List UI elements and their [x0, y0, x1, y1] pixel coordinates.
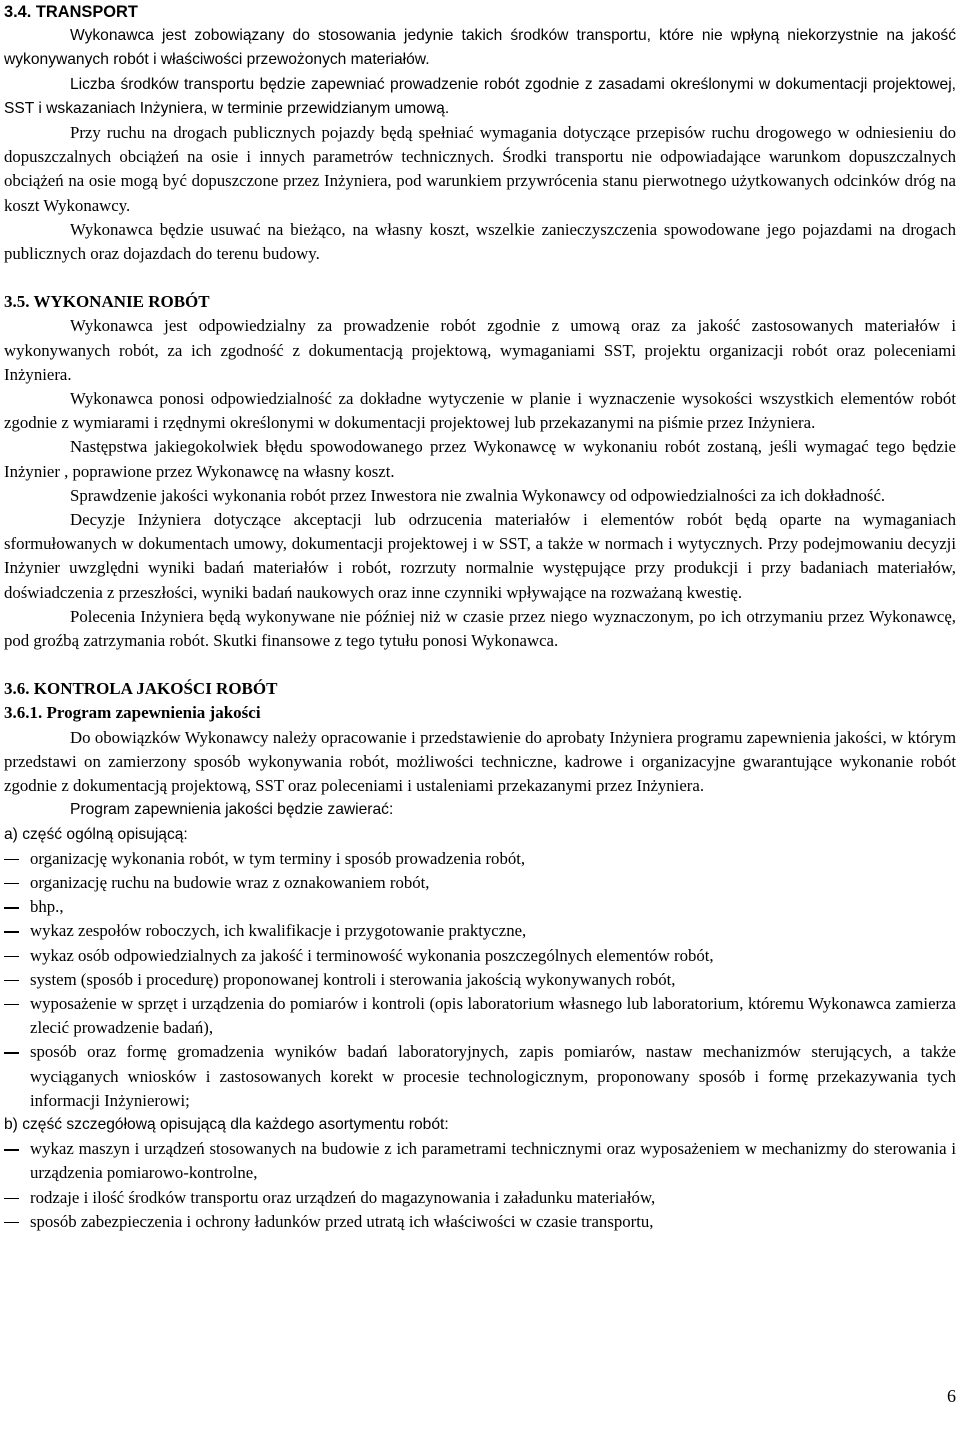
page-number: 6	[947, 1386, 956, 1406]
document-page	[4, 0, 956, 1234]
paragraph: Wykonawca będzie usuwać na bieżąco, na własny koszt, wszelkie zanieczyszczenia spowodowane jego pojazdami na drogach publicznych oraz dojazdach do terenu budowy.	[4, 219, 956, 264]
list-item: organizację ruchu na budowie wraz z oznakowaniem robót,	[4, 871, 956, 895]
paragraph: Polecenia Inżyniera będą wykonywane nie później niż w czasie przez niego wyznaczonym, po ich otrzymaniu przez Wykonawcę, pod groźbą zatrzymania robót. Skutki finansowe z tego tytułu ponosi Wykonawca.	[4, 606, 956, 651]
paragraph: Sprawdzenie jakości wykonania robót przez Inwestora nie zwalnia Wykonawcy od odpowiedzialności za ich dokładność.	[70, 485, 886, 505]
paragraph: Wykonawca jest zobowiązany do stosowania jedynie takich środków transportu, które nie wpłyną niekorzystnie na jakość wykonywanych robót i właściwości przewożonych materiałów.	[4, 27, 956, 69]
subsection-heading-program: 3.6.1. Program zapewnienia jakości	[4, 703, 261, 723]
part-b-list	[4, 1137, 956, 1234]
list-item: wykaz zespołów roboczych, ich kwalifikacje i przygotowanie praktyczne,	[4, 919, 956, 943]
list-item: sposób zabezpieczenia i ochrony ładunków przed utratą ich właściwości w czasie transportu,	[4, 1210, 956, 1234]
section-heading-kontrola-jakosci: 3.6. KONTROLA JAKOŚCI ROBÓT	[4, 679, 278, 699]
list-item: system (sposób i procedurę) proponowanej kontroli i sterowania jakością wykonywanych robót,	[4, 968, 956, 992]
paragraph: Wykonawca ponosi odpowiedzialność za dokładne wytyczenie w planie i wyznaczenie wysokości wszystkich elementów robót zgodnie z wymiarami i rzędnymi określonymi w dokumentacji projektowej lub przekazanymi na piśmie przez Inżyniera.	[4, 389, 956, 433]
section-heading-wykonanie-robot: 3.5. WYKONANIE ROBÓT	[4, 292, 210, 312]
list-item: sposób oraz formę gromadzenia wyników badań laboratoryjnych, zapis pomiarów, nastaw mechanizmów sterujących, a także wyciąganych wniosków i zastosowanych korekt w procesie technologicznym, proponowany sposób i formę przekazywania tych informacji Inżynierowi;	[4, 1040, 956, 1113]
part-a-label: a) część ogólną opisującą:	[4, 825, 188, 843]
paragraph: Przy ruchu na drogach publicznych pojazdy będą spełniać wymagania dotyczące przepisów ruchu drogowego w odniesieniu do dopuszczalnych obciążeń na osie i innych parametrów technicznych. Środki transportu nie odpowiadające warunkom dopuszczalnych obciążeń na osie mogą być dopuszczone przez Inżyniera, pod warunkiem przywrócenia stanu pierwotnego użytkowanych odcinków dróg na koszt Wykonawcy.	[4, 123, 956, 215]
paragraph: Decyzje Inżyniera dotyczące akceptacji lub odrzucenia materiałów i elementów robót będą oparte na wymaganiach sformułowanych w dokumentach umowy, dokumentacji projektowej i w SST, a także w normach i wytycznych. Przy podejmowaniu decyzji Inżynier uwzględni wyniki badań materiałów i robót, rozrzuty normalnie występujące przy produkcji i przy badaniach materiałów, doświadczenia z przeszłości, wyniki badań naukowych oraz inne czynniki wpływające na rozważaną kwestię.	[4, 510, 956, 602]
list-item: wyposażenie w sprzęt i urządzenia do pomiarów i kontroli (opis laboratorium własnego lub laboratorium, któremu Wykonawca zamierza zlecić prowadzenie badań),	[4, 992, 956, 1040]
part-a-list	[4, 847, 956, 1113]
list-item: wykaz maszyn i urządzeń stosowanych na budowie z ich parametrami technicznymi oraz wyposażeniem w mechanizmy do sterowania i urządzenia pomiarowo-kontrolne,	[4, 1137, 956, 1185]
section-heading-transport: 3.4. TRANSPORT	[4, 3, 138, 21]
program-intro-line: Program zapewnienia jakości będzie zawierać:	[70, 801, 394, 819]
part-b-label: b) część szczegółową opisującą dla każdego asortymentu robót:	[4, 1115, 449, 1133]
paragraph: Liczba środków transportu będzie zapewniać prowadzenie robót zgodnie z zasadami określonymi w dokumentacji projektowej, SST i wskazaniach Inżyniera, w terminie przewidzianym umową.	[4, 75, 956, 117]
paragraph: Wykonawca jest odpowiedzialny za prowadzenie robót zgodnie z umową oraz za jakość zastosowanych materiałów i wykonywanych robót, za ich zgodność z dokumentacją projektową, wymaganiami SST, projektu organizacji robót oraz poleceniami Inżyniera.	[4, 316, 956, 384]
paragraph: Do obowiązków Wykonawcy należy opracowanie i przedstawienie do aprobaty Inżyniera programu zapewnienia jakości, w którym przedstawi on zamierzony sposób wykonywania robót, możliwości techniczne, kadrowe i organizacyjne gwarantujące wykonanie robót zgodnie z dokumentacją projektową, SST oraz poleceniami i ustaleniami przekazanymi przez Inżyniera.	[4, 727, 956, 796]
paragraph: Następstwa jakiegokolwiek błędu spowodowanego przez Wykonawcę w wykonaniu robót zostaną, jeśli wymagać tego będzie Inżynier , poprawione przez Wykonawcę na własny koszt.	[4, 437, 956, 481]
list-item: rodzaje i ilość środków transportu oraz urządzeń do magazynowania i załadunku materiałów,	[4, 1186, 956, 1210]
list-item: organizację wykonania robót, w tym terminy i sposób prowadzenia robót,	[4, 847, 956, 871]
list-item: bhp.,	[4, 895, 956, 919]
list-item: wykaz osób odpowiedzialnych za jakość i terminowość wykonania poszczególnych elementów robót,	[4, 944, 956, 968]
